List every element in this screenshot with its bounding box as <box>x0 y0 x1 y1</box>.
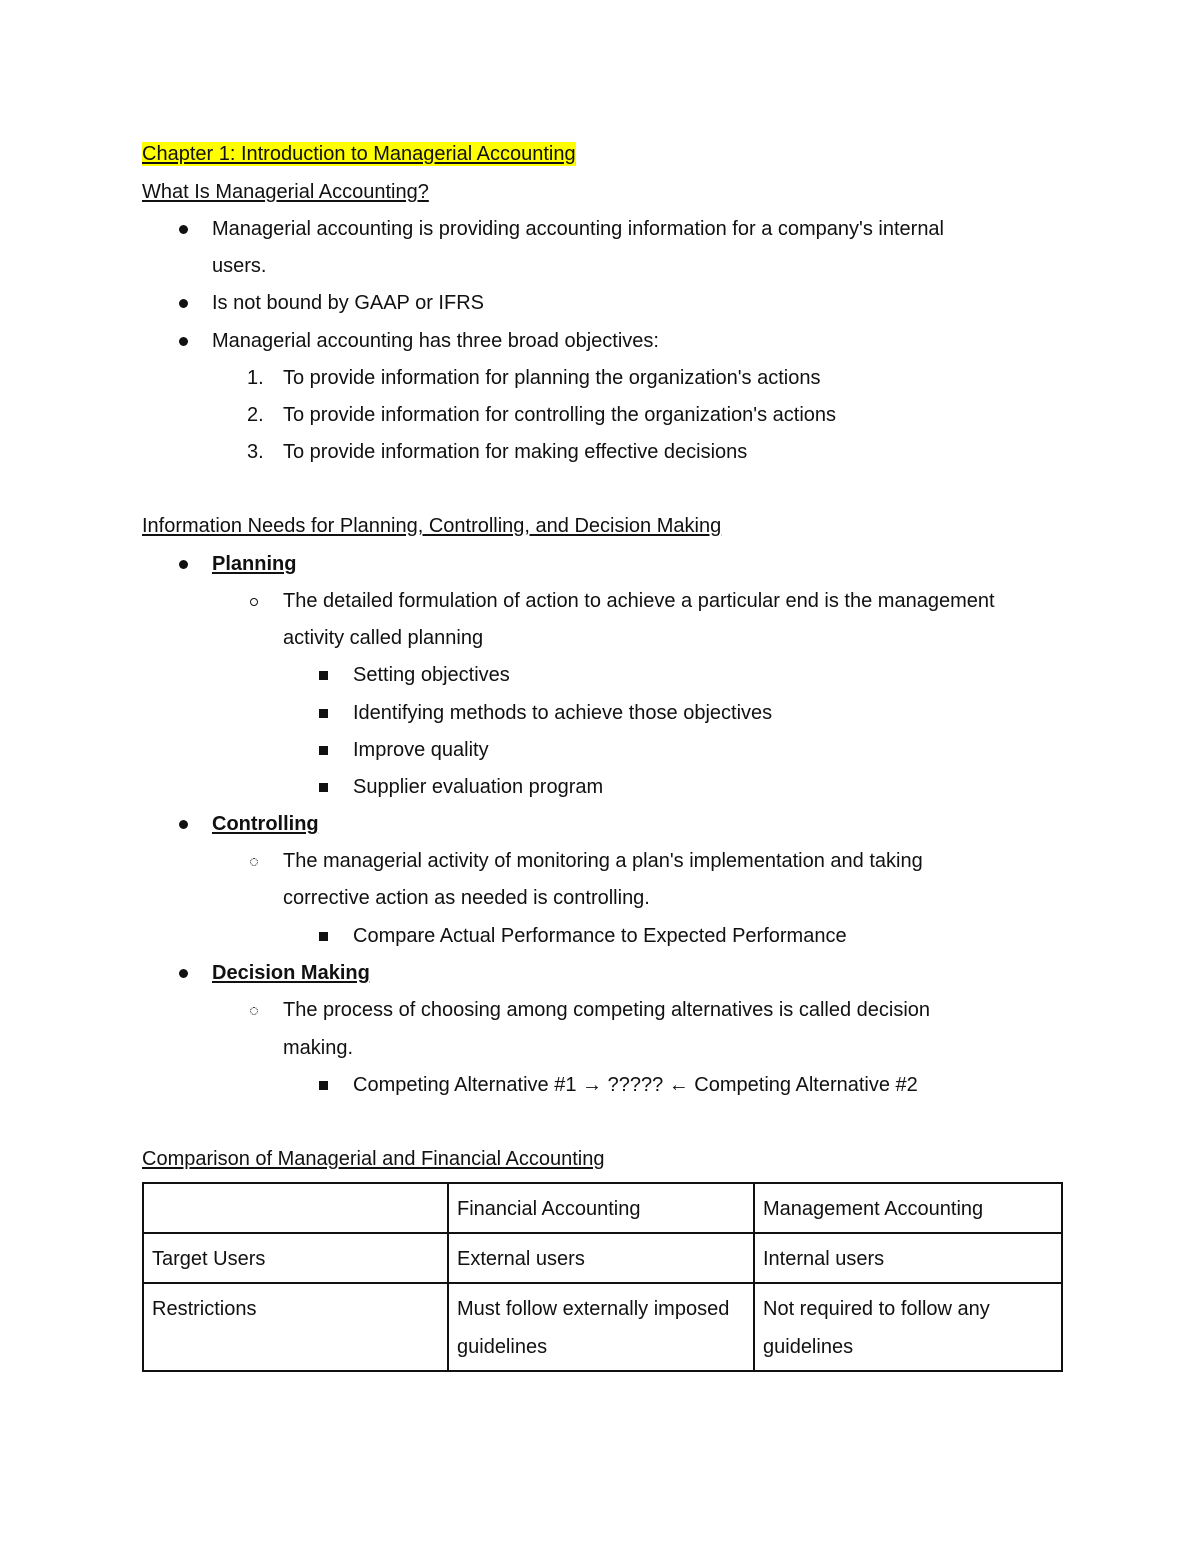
decision-description: The process of choosing among competing alternatives is called decision <box>283 999 931 1021</box>
planning-label: Planning <box>212 553 297 575</box>
decision-description-continued: making. <box>283 1037 354 1059</box>
bullet-square <box>319 1081 328 1090</box>
table-cell: Must follow externally imposed guidelines <box>448 1283 754 1371</box>
bullet-circle <box>250 598 258 606</box>
controlling-description: The managerial activity of monitoring a plan's implementation and taking <box>283 850 923 872</box>
section-heading-comparison: Comparison of Managerial and Financial Accounting <box>142 1148 605 1170</box>
table-header-row <box>143 1183 1062 1233</box>
list-number: 1. <box>247 367 264 389</box>
bullet-disc <box>179 225 188 234</box>
bullet-disc <box>179 969 188 978</box>
controlling-label: Controlling <box>212 813 319 835</box>
bullet-square <box>319 709 328 718</box>
bullet-square <box>319 932 328 941</box>
planning-description: The detailed formulation of action to achieve a particular end is the management <box>283 590 995 612</box>
objective-text: To provide information for planning the organization's actions <box>283 367 821 389</box>
section-heading-information-needs: Information Needs for Planning, Controlling, and Decision Making <box>142 515 722 537</box>
bullet-disc <box>179 337 188 346</box>
decision-making-label: Decision Making <box>212 962 370 984</box>
controlling-description-continued: corrective action as needed is controlling. <box>283 887 650 909</box>
planning-item: Improve quality <box>353 739 489 761</box>
table-header-cell: Management Accounting <box>754 1183 1062 1233</box>
decision-item: Competing Alternative #1 → ????? ← Competing Alternative #2 <box>353 1074 918 1096</box>
bullet-square <box>319 783 328 792</box>
bullet-text: Is not bound by GAAP or IFRS <box>212 292 484 314</box>
table-row <box>143 1283 1062 1371</box>
list-number: 3. <box>247 441 264 463</box>
bullet-disc <box>179 299 188 308</box>
planning-item: Identifying methods to achieve those objectives <box>353 702 773 724</box>
bullet-square <box>319 671 328 680</box>
section-heading-what-is: What Is Managerial Accounting? <box>142 181 429 203</box>
planning-description-continued: activity called planning <box>283 627 484 649</box>
bullet-square <box>319 746 328 755</box>
bullet-text: Managerial accounting has three broad objectives: <box>212 330 659 352</box>
table-header-cell <box>143 1183 448 1233</box>
objective-text: To provide information for making effective decisions <box>283 441 748 463</box>
table-cell: External users <box>448 1233 754 1283</box>
bullet-text-continued: users. <box>212 255 267 277</box>
bullet-circle <box>250 858 258 866</box>
table-row <box>143 1233 1062 1283</box>
planning-item: Setting objectives <box>353 664 510 686</box>
chapter-title: Chapter 1: Introduction to Managerial Accounting <box>142 143 576 165</box>
table-cell: Target Users <box>143 1233 448 1283</box>
objective-text: To provide information for controlling the organization's actions <box>283 404 837 426</box>
controlling-item: Compare Actual Performance to Expected Performance <box>353 925 847 947</box>
bullet-text: Managerial accounting is providing accounting information for a company's internal <box>212 218 945 240</box>
bullet-circle <box>250 1007 258 1015</box>
table-header-cell: Financial Accounting <box>448 1183 754 1233</box>
comparison-table <box>142 1182 1063 1372</box>
list-number: 2. <box>247 404 264 426</box>
bullet-disc <box>179 560 188 569</box>
table-cell: Restrictions <box>143 1283 448 1371</box>
planning-item: Supplier evaluation program <box>353 776 604 798</box>
table-cell: Internal users <box>754 1233 1062 1283</box>
table-cell: Not required to follow any guidelines <box>754 1283 1062 1371</box>
bullet-disc <box>179 820 188 829</box>
